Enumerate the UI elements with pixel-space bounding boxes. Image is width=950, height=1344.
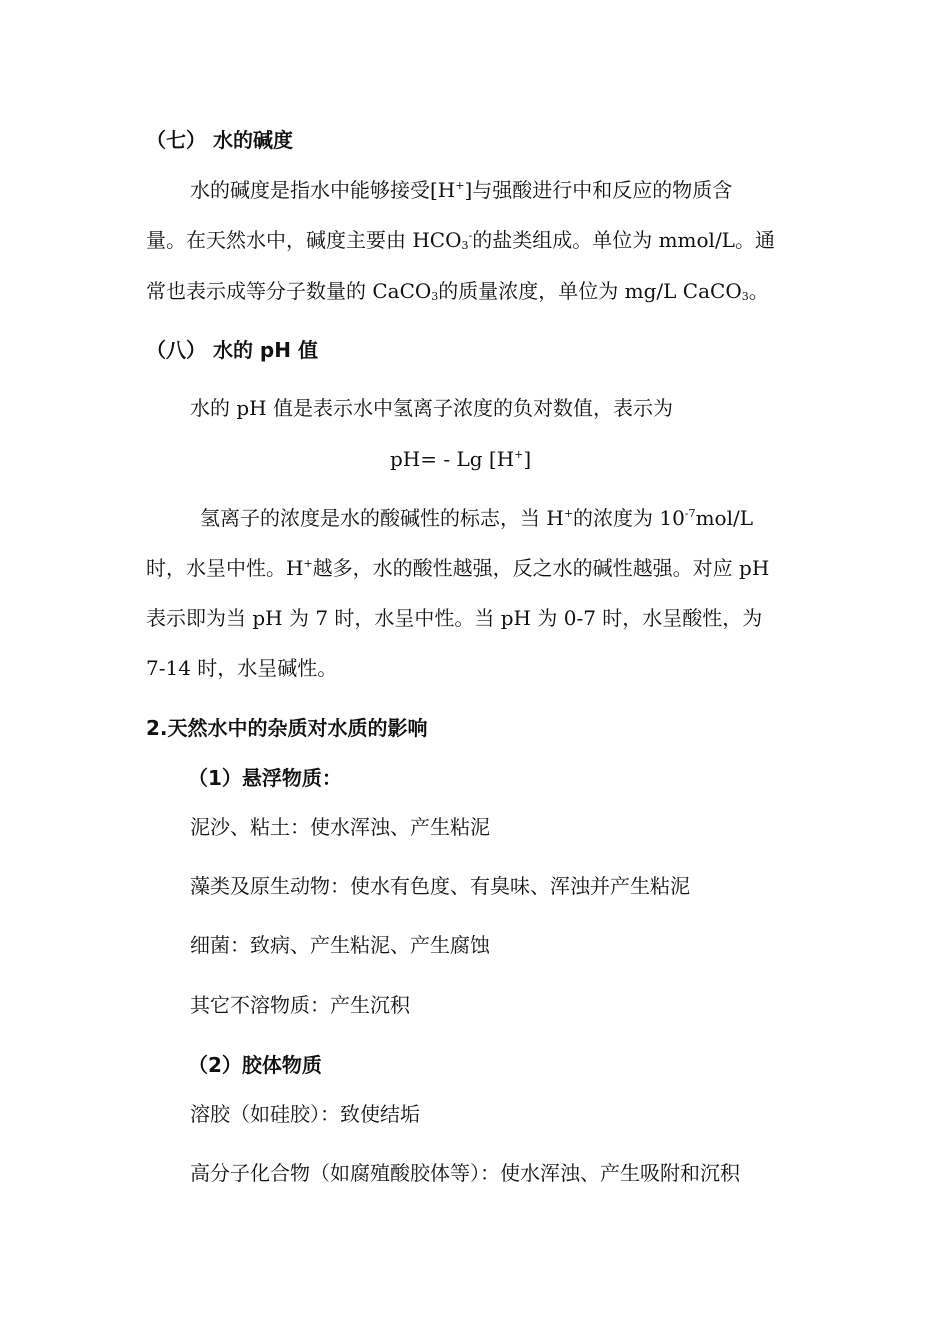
list-item: 溶胶（如硅胶）：致使结垢 bbox=[190, 1102, 420, 1126]
section-heading-impurities: 2.天然水中的杂质对水质的影响 bbox=[146, 716, 428, 740]
formula-ph: pH= - Lg [H+] bbox=[390, 447, 532, 471]
paragraph-line: 常也表示成等分子数量的 CaCO$_3$的质量浓度，单位为 mg/L CaCO$_3$。 bbox=[146, 279, 769, 303]
paragraph-line: 氢离子的浓度是水的酸碱性的标志，当 H+的浓度为 $10^{-7}mol/L$ bbox=[200, 506, 753, 530]
paragraph-line: 7-14 时，水呈碱性。 bbox=[146, 656, 338, 680]
paragraph-line: 表示即为当 pH 为 7 时，水呈中性。当 pH 为 0-7 时，水呈酸性，为 bbox=[146, 606, 763, 630]
section-heading-ph: （八） 水的 pH 值 bbox=[146, 338, 318, 362]
paragraph-line: 时，水呈中性。H+越多，水的酸性越强，反之水的碱性越强。对应 pH bbox=[146, 556, 770, 580]
section-heading-alkalinity: （七） 水的碱度 bbox=[146, 128, 293, 152]
paragraph-line: 水的碱度是指水中能够接受[H+]与强酸进行中和反应的物质含 bbox=[190, 178, 733, 202]
list-item: 其它不溶物质：产生沉积 bbox=[190, 993, 410, 1017]
list-item: 高分子化合物（如腐殖酸胶体等）：使水浑浊、产生吸附和沉积 bbox=[190, 1161, 740, 1185]
paragraph-line: 水的 pH 值是表示水中氢离子浓度的负对数值，表示为 bbox=[190, 396, 673, 420]
list-item: 泥沙、粘土：使水浑浊、产生粘泥 bbox=[190, 815, 490, 839]
list-item: 细菌：致病、产生粘泥、产生腐蚀 bbox=[190, 933, 490, 957]
paragraph-line: 量。在天然水中，碱度主要由 $HCO_3^-$的盐类组成。单位为 mmol/L。通 bbox=[146, 228, 775, 252]
subheading-colloid: （2）胶体物质 bbox=[188, 1053, 322, 1077]
list-item: 藻类及原生动物：使水有色度、有臭味、浑浊并产生粘泥 bbox=[190, 874, 690, 898]
subheading-suspended: （1）悬浮物质： bbox=[188, 766, 342, 790]
